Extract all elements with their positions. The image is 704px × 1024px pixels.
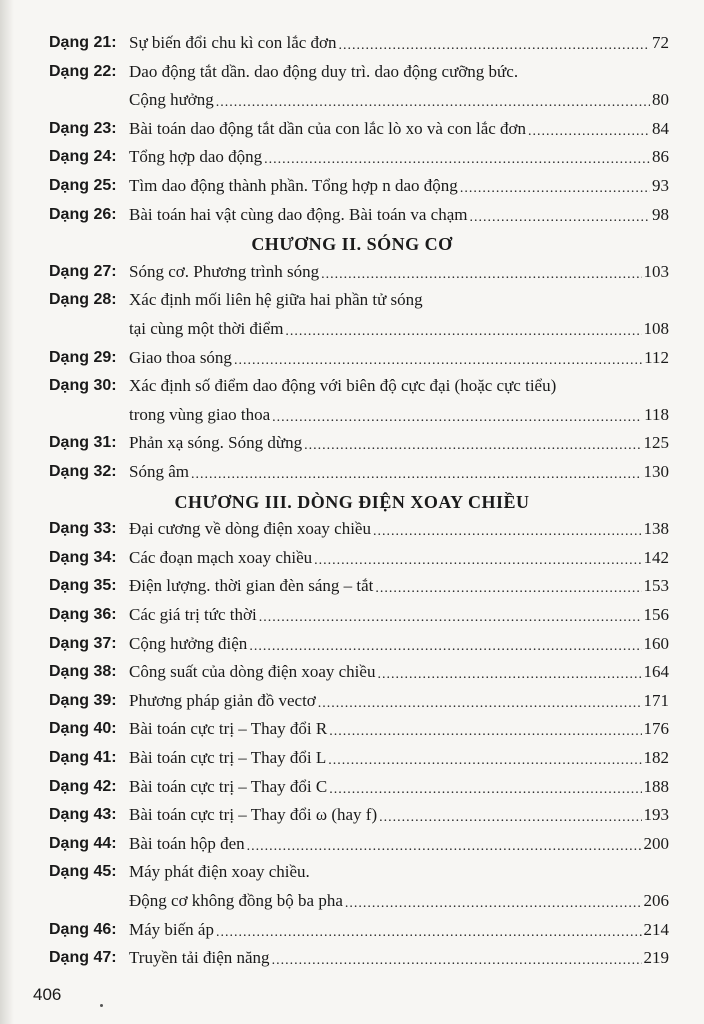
toc-entry-label: Dạng 26: <box>49 205 117 223</box>
toc-entry-label: Dạng 36: <box>49 606 117 623</box>
dot-leader <box>216 87 650 113</box>
toc-entry-page: 156 <box>643 605 669 624</box>
print-speck <box>100 1004 103 1007</box>
toc-entry-label: Dạng 37: <box>49 634 117 652</box>
toc-entry-page: 118 <box>644 404 669 424</box>
toc-entry-line <box>49 202 669 228</box>
toc-entry-page: 84 <box>652 118 669 138</box>
toc-entry-title: Bài toán cực trị – Thay đổi L <box>129 748 327 767</box>
toc-entry-title: Xác định số điểm dao động với biên độ cực đại (hoặc cực tiểu) <box>129 376 557 396</box>
toc-entry-title: Truyền tải điện năng <box>129 948 270 968</box>
toc-entry-label: Dạng 47: <box>49 949 117 967</box>
toc-entry-label: Dạng 43: <box>49 806 117 824</box>
toc-entry-title: Sóng âm <box>129 462 189 481</box>
toc-entry-line <box>49 259 669 285</box>
toc-entry-label: Dạng 29: <box>49 348 117 366</box>
toc-entry-page: 153 <box>643 576 669 596</box>
dot-leader <box>377 659 641 685</box>
dot-leader <box>528 116 650 142</box>
page-number: 406 <box>33 985 62 1004</box>
toc-entry-line <box>49 917 669 943</box>
toc-entry-page: 125 <box>643 433 669 453</box>
toc-entry-label: Dạng 25: <box>49 177 117 194</box>
toc-entry-line <box>49 59 669 85</box>
toc-entry-line <box>49 173 669 199</box>
toc-entry-title: Các giá trị tức thời <box>129 605 257 624</box>
toc-entry-page: 214 <box>643 919 669 939</box>
toc-entry-title: Động cơ không đồng bộ ba pha <box>129 891 343 910</box>
toc-entry-title: Sự biến đổi chu kì con lắc đơn <box>129 33 337 52</box>
toc-entry-title: Máy phát điện xoay chiều. <box>129 862 310 882</box>
toc-entry-label: Dạng 44: <box>49 834 117 852</box>
toc-entry-page: 138 <box>643 519 669 539</box>
toc-entry-label: Dạng 21: <box>49 34 117 51</box>
toc-entry-line <box>49 774 669 800</box>
toc-entry-page: 164 <box>643 662 669 682</box>
toc-entry-title: Cộng hưởng điện <box>129 633 248 653</box>
dot-leader <box>259 602 642 628</box>
toc-entry-page: 130 <box>643 462 669 481</box>
dot-leader <box>247 831 642 857</box>
toc-entry-title: Bài toán dao động tắt dần của con lắc lò xo và con lắc đơn <box>129 118 527 138</box>
toc-entry-title: Cộng hưởng <box>129 90 214 110</box>
dot-leader <box>216 917 642 943</box>
toc-entry-label: Dạng 41: <box>49 749 117 766</box>
toc-entry-label: Dạng 33: <box>49 520 117 538</box>
dot-leader <box>329 716 641 742</box>
dot-leader <box>375 573 641 599</box>
toc-entry-title: Dao động tắt dần. dao động duy trì. dao động cưỡng bức. <box>129 61 519 81</box>
toc-entry-line <box>49 402 669 428</box>
toc-entry-line <box>49 87 669 113</box>
toc-entry-label: Dạng 45: <box>49 863 117 881</box>
toc-entry-line <box>49 430 669 456</box>
dot-leader <box>264 144 650 170</box>
toc-entry-title: Các đoạn mạch xoay chiều <box>129 547 313 567</box>
dot-leader <box>234 345 642 371</box>
toc-entry-title: Bài toán cực trị – Thay đổi C <box>129 776 328 796</box>
toc-entry-page: 98 <box>652 204 669 224</box>
toc-entry-page: 142 <box>643 547 669 567</box>
toc-entry-line <box>49 716 669 742</box>
toc-entry-title: Sóng cơ. Phương trình sóng <box>129 261 320 281</box>
dot-leader <box>314 545 641 571</box>
toc-entry-page: 86 <box>652 147 669 167</box>
dot-leader <box>191 459 642 485</box>
toc-entry-page: 206 <box>643 891 669 910</box>
toc-entry-label: Dạng 35: <box>49 577 117 595</box>
toc-entry-line <box>49 516 669 542</box>
toc-entry-line <box>49 459 669 485</box>
toc-entry-label: Dạng 24: <box>49 148 117 166</box>
toc-entry-label: Dạng 46: <box>49 920 117 938</box>
toc-entry-line <box>49 945 669 971</box>
toc-entry-title: Phản xạ sóng. Sóng dừng <box>129 433 303 453</box>
toc-entry-label: Dạng 38: <box>49 663 117 681</box>
toc-entry-line <box>49 631 669 657</box>
toc-entry-line <box>49 345 669 371</box>
dot-leader <box>285 316 641 342</box>
toc-entry-title: Bài toán cực trị – Thay đổi ω (hay f) <box>129 805 378 825</box>
toc-entry-line <box>49 116 669 142</box>
toc-entry-line <box>49 373 669 399</box>
toc-entry-page: 108 <box>643 319 669 338</box>
toc-entry-line <box>49 802 669 828</box>
toc-entry-page: 193 <box>643 805 669 825</box>
toc-entry-line <box>49 888 669 914</box>
toc-entry-title: Bài toán cực trị – Thay đổi R <box>129 719 328 739</box>
dot-leader <box>272 945 642 971</box>
toc-entry-label: Dạng 39: <box>49 691 117 709</box>
dot-leader <box>345 888 642 914</box>
toc-entry-title: Đại cương về dòng điện xoay chiều <box>129 519 371 539</box>
toc-entry-line <box>49 30 669 56</box>
dot-leader <box>373 516 642 542</box>
toc-entry-title: Tổng hợp dao động <box>129 147 263 167</box>
toc-entry-page: 188 <box>643 776 669 796</box>
dot-leader <box>470 202 651 228</box>
toc-entry-title: Bài toán hai vật cùng dao động. Bài toán va chạm <box>129 204 468 224</box>
toc-entry-line <box>49 545 669 571</box>
toc-entry-line <box>49 573 669 599</box>
toc-entry-page: 219 <box>643 948 669 968</box>
toc-entry-page: 93 <box>652 176 669 195</box>
toc-entry-title: Công suất của dòng điện xoay chiều <box>129 662 376 682</box>
toc-entry-title: Phương pháp giản đồ vectơ <box>129 690 316 710</box>
dot-leader <box>249 631 641 657</box>
toc-entry-page: 103 <box>643 261 669 281</box>
toc-entry-line <box>49 745 669 771</box>
toc-entry-line <box>49 144 669 170</box>
dot-leader <box>318 688 642 714</box>
toc-entry-label: Dạng 31: <box>49 434 117 452</box>
toc-entry-title: Bài toán hộp đen <box>129 833 245 853</box>
toc-entry-label: Dạng 28: <box>49 291 117 309</box>
chapter-heading: CHƯƠNG II. SÓNG CƠ <box>251 234 453 255</box>
dot-leader <box>460 173 650 199</box>
toc-entry-line <box>49 659 669 685</box>
toc-entry-label: Dạng 40: <box>49 720 117 738</box>
toc-entry-title: Xác định mối liên hệ giữa hai phần tử sóng <box>129 290 423 310</box>
toc-entry-label: Dạng 27: <box>49 262 117 280</box>
toc-entry-line <box>49 316 669 342</box>
dot-leader <box>379 802 641 828</box>
dot-leader <box>272 402 642 428</box>
toc-entry-title: Tìm dao động thành phần. Tổng hợp n dao động <box>129 176 458 195</box>
toc-entry-line <box>49 602 669 628</box>
toc-entry-title: Giao thoa sóng <box>129 347 232 367</box>
toc-entry-line <box>49 831 669 857</box>
toc-entry-page: 80 <box>652 90 669 110</box>
toc-entry-title: Điện lượng. thời gian đèn sáng – tắt <box>129 576 374 596</box>
dot-leader <box>329 774 641 800</box>
toc-entry-page: 176 <box>643 719 669 739</box>
toc-entry-page: 160 <box>643 633 669 653</box>
toc-entry-page: 182 <box>643 748 669 767</box>
dot-leader <box>321 259 641 285</box>
toc-entry-label: Dạng 22: <box>49 62 117 80</box>
toc-entry-title: tại cùng một thời điểm <box>129 319 284 338</box>
toc-entry-title: Máy biến áp <box>129 919 214 939</box>
toc-entry-line <box>49 859 669 885</box>
toc-entry-label: Dạng 34: <box>49 548 117 566</box>
toc-entry-label: Dạng 30: <box>49 377 117 395</box>
toc-entry-page: 112 <box>644 347 669 367</box>
toc-entry-page: 72 <box>652 33 669 52</box>
toc-entry-page: 171 <box>643 690 669 710</box>
toc-entry-label: Dạng 32: <box>49 463 117 480</box>
toc-entry-label: Dạng 23: <box>49 119 117 137</box>
toc-entry-page: 200 <box>643 833 669 853</box>
chapter-heading: CHƯƠNG III. DÒNG ĐIỆN XOAY CHIỀU <box>174 491 530 512</box>
toc-entry-line <box>49 287 669 313</box>
toc-entry-title: trong vùng giao thoa <box>129 404 271 424</box>
toc-entry-label: Dạng 42: <box>49 777 117 795</box>
dot-leader <box>304 430 641 456</box>
toc-entry-line <box>49 688 669 714</box>
dot-leader <box>328 745 641 771</box>
dot-leader <box>339 30 650 56</box>
